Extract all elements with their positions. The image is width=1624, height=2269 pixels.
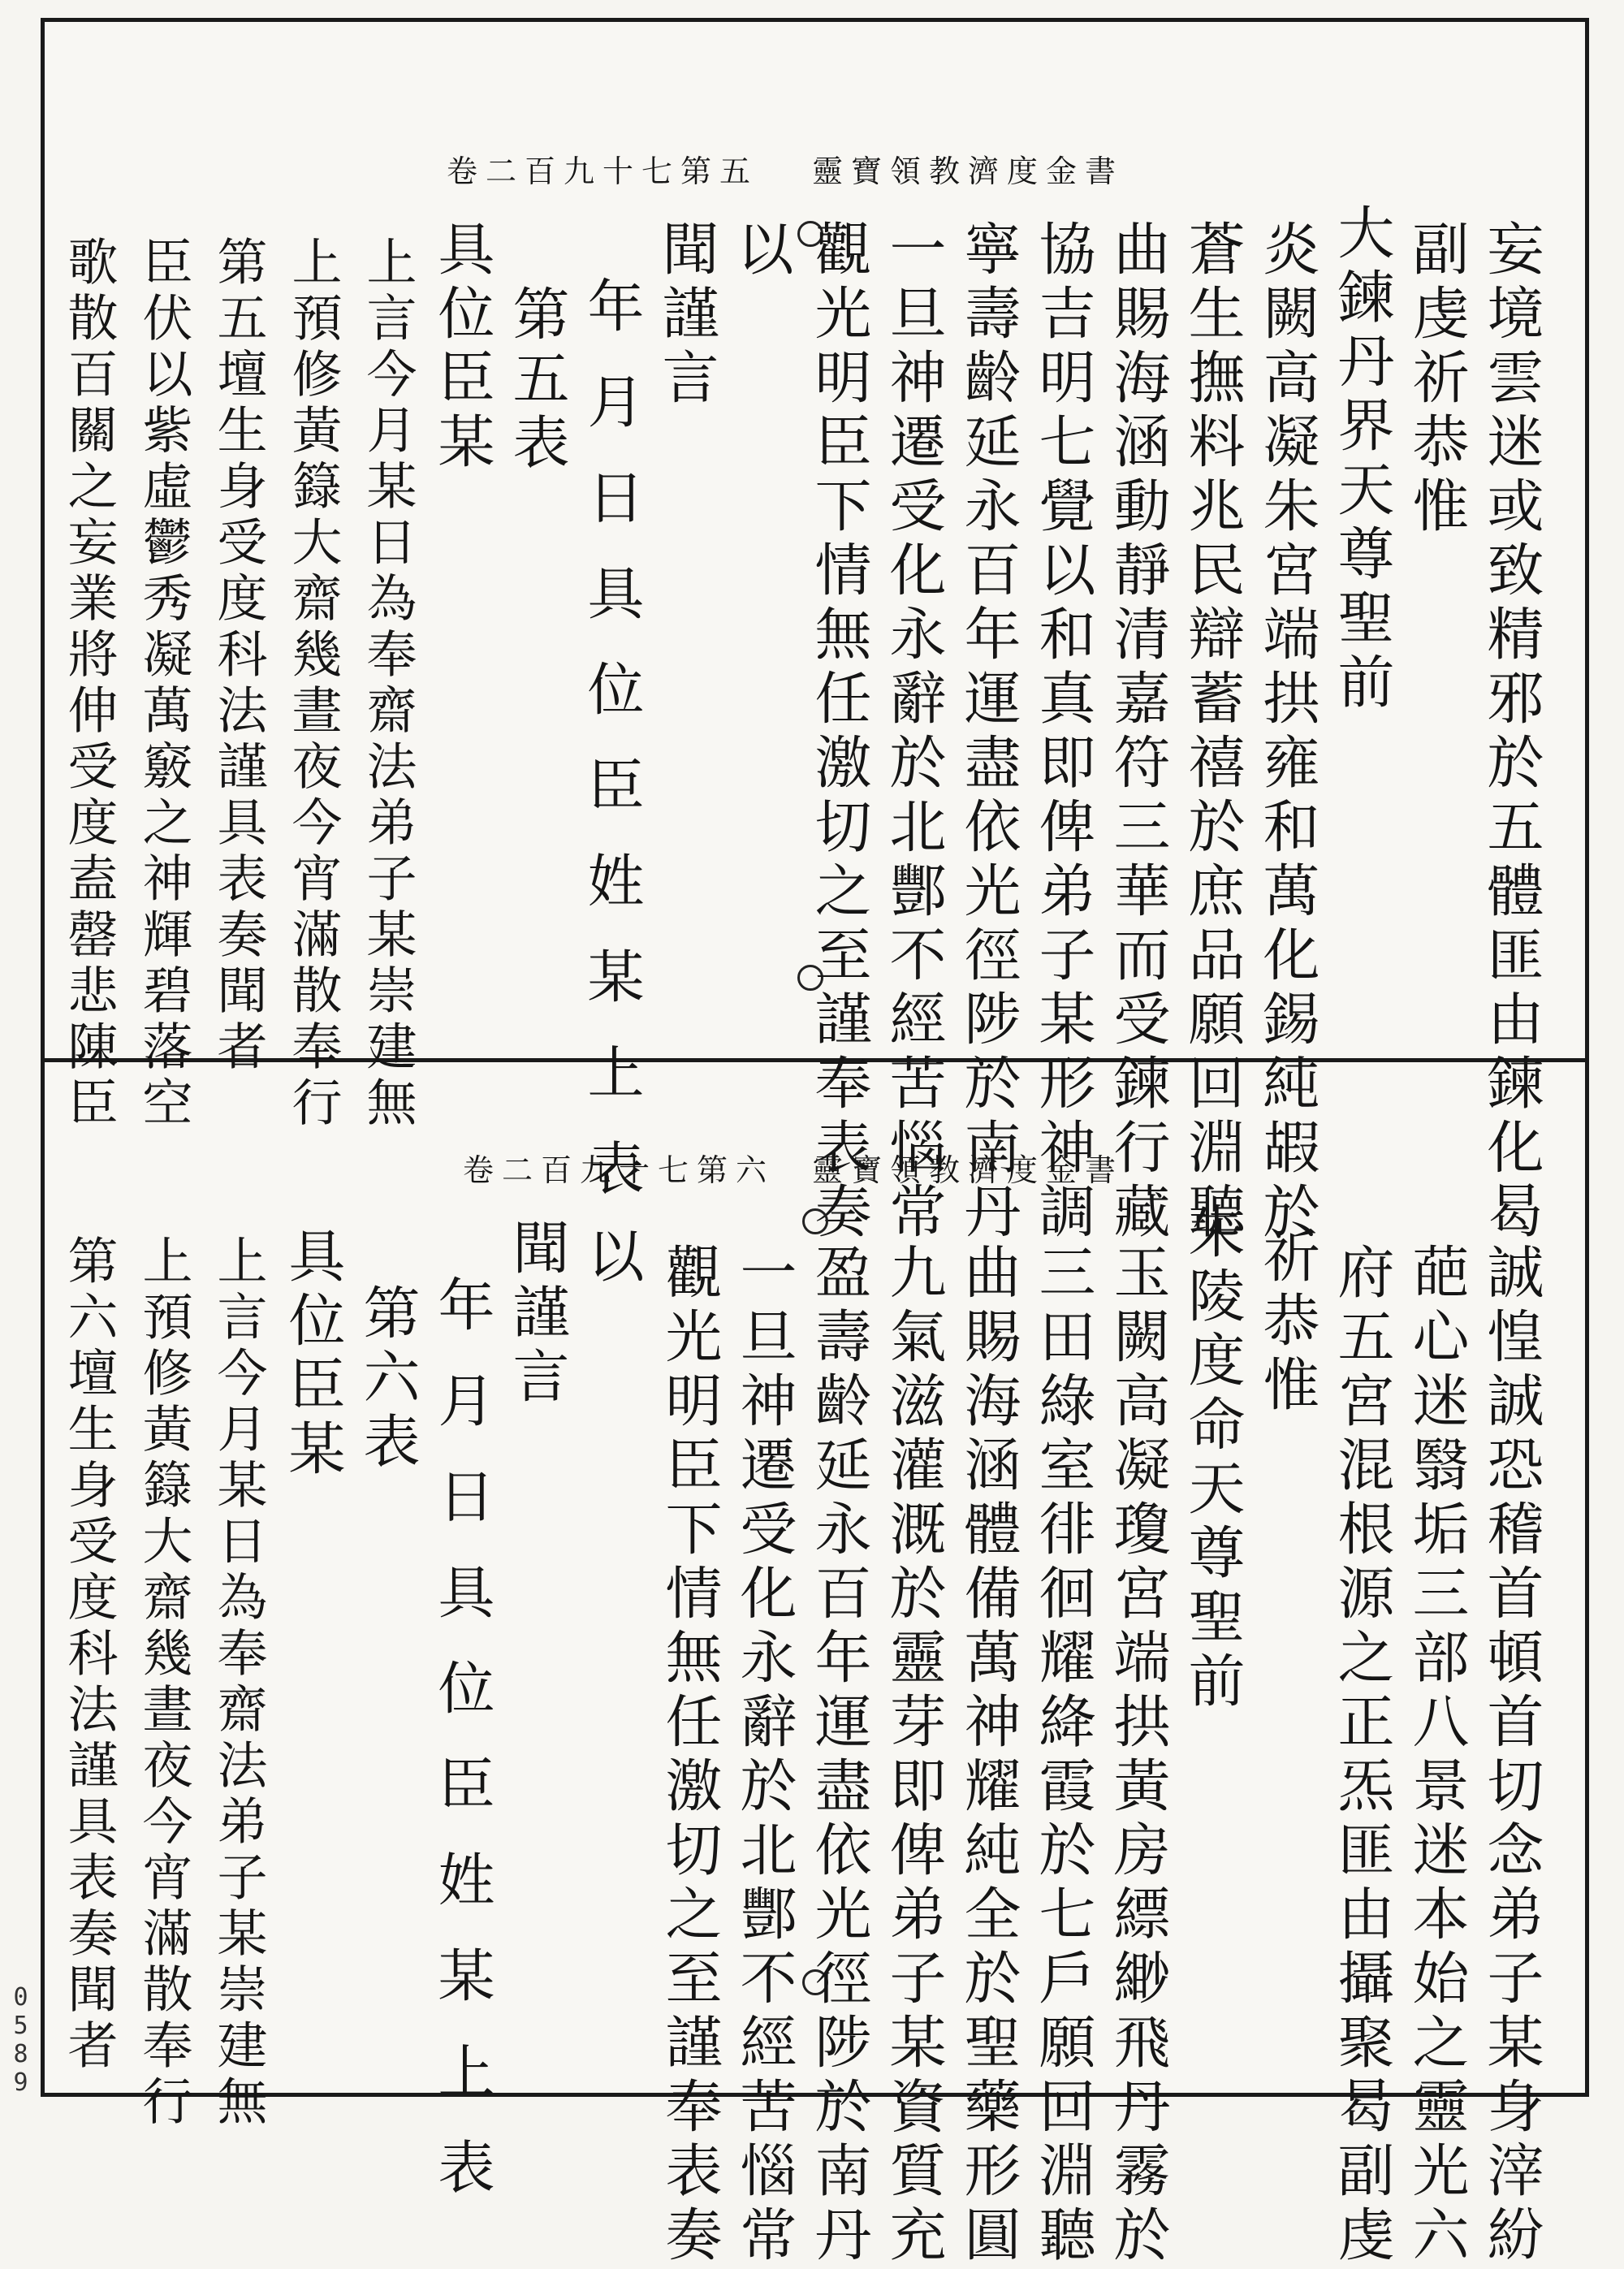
text-column: 第六壇生身受度科法謹具表奏聞者 [59, 1234, 119, 2075]
text-column: 曲賜海涵動靜清嘉符三華而受鍊行藏 [1104, 219, 1171, 1246]
text-column: 聞謹言 [503, 1218, 570, 1411]
text-column: 副虔祈恭惟 [1403, 219, 1470, 540]
text-column: 炎闕高凝朱宮端拱雍和萬化錫純嘏於 [1254, 219, 1320, 1246]
circle-mark [802, 1208, 828, 1234]
text-column: 妄境雲迷或致精邪於五體匪由鍊化曷 [1478, 219, 1544, 1246]
text-column: 寧壽齡延永百年運盡依光徑陟於南丹 [955, 219, 1021, 1246]
text-column: 一旦神遷受化永辭於北酆不經苦惱常 [880, 219, 947, 1246]
text-column: 第五壇生身受度科法謹具表奏聞者 [209, 236, 268, 1076]
text-column: 觀光明臣下情無任激切之至謹奉表奏 [656, 1243, 723, 2269]
text-column: 上言今月某日為奉齋法弟子某崇建無 [209, 1234, 268, 2131]
text-column: 臣伏以紫虛鬱秀凝萬竅之神輝碧落空 [134, 236, 193, 1132]
text-column: 誠惶誠恐稽首頓首切念弟子某身滓紛 [1478, 1243, 1544, 2269]
text-column: 歌散百關之妄業將伸受度盍罄悲陳臣 [59, 236, 119, 1132]
text-column: 蒼生撫料兆民辯蓄禧於庶品願回淵聽 [1179, 219, 1246, 1246]
text-column: 祈恭惟 [1254, 1226, 1320, 1419]
text-column: 協吉明七覺以和真即俾弟子某形神調 [1030, 219, 1096, 1246]
text-column: 聞謹言 [653, 219, 719, 412]
text-column: 上言今月某日為奉齋法弟子某崇建無 [358, 236, 417, 1132]
text-column: 年月日具位臣姓某上表 [578, 276, 645, 1234]
text-column: 以 [728, 219, 794, 283]
text-column: 曲賜海涵體備萬神耀純全於聖藥形圓 [955, 1243, 1021, 2269]
text-column: 大鍊丹界天尊聖前 [1328, 203, 1395, 716]
text-column: 第五表 [503, 284, 570, 477]
text-column: 具位臣某 [429, 219, 495, 476]
text-column: 具位臣某 [279, 1226, 346, 1483]
text-column: 三田綠室徘徊耀絳霞於七戶願回淵聽 [1030, 1243, 1096, 2269]
top-header-volume: 卷二百九十七第五 [447, 153, 759, 189]
page-number: 0589 [6, 1983, 35, 2097]
text-column: 上預修黃籙大齋幾晝夜今宵滿散奉行 [283, 236, 343, 1132]
text-column: 上預修黃籙大齋幾晝夜今宵滿散奉行 [134, 1234, 193, 2131]
text-column: 年月日具位臣姓某上表 [429, 1275, 495, 2233]
top-header-title: 靈寶領教濟度金書 [812, 153, 1125, 189]
text-column: 一旦神遷受化永辭於北酆不經苦惱常 [731, 1243, 797, 2269]
text-column: 第六表 [354, 1283, 421, 1476]
text-column: 九氣滋灌溉於靈芽即俾弟子某資質充 [880, 1243, 947, 2269]
text-column: 觀光明臣下情無任激切之至謹奉表奏 [806, 219, 872, 1246]
text-column: 玉闕高凝瓊宮端拱黃房縹緲飛丹霧於 [1104, 1243, 1171, 2269]
text-column: 朱陵度命天尊聖前 [1179, 1202, 1246, 1715]
text-column: 盈壽齡延永百年運盡依光徑陟於南丹 [806, 1243, 872, 2269]
bottom-header-title: 靈寶領教濟度金書 [812, 1152, 1125, 1188]
text-column: 府五宮混根源之正炁匪由攝聚曷副虔 [1328, 1243, 1395, 2269]
bottom-header-volume: 卷二百九十七第六 [463, 1152, 775, 1188]
text-column: 以 [578, 1226, 645, 1290]
text-column: 葩心迷翳垢三部八景迷本始之靈光六 [1403, 1243, 1470, 2269]
